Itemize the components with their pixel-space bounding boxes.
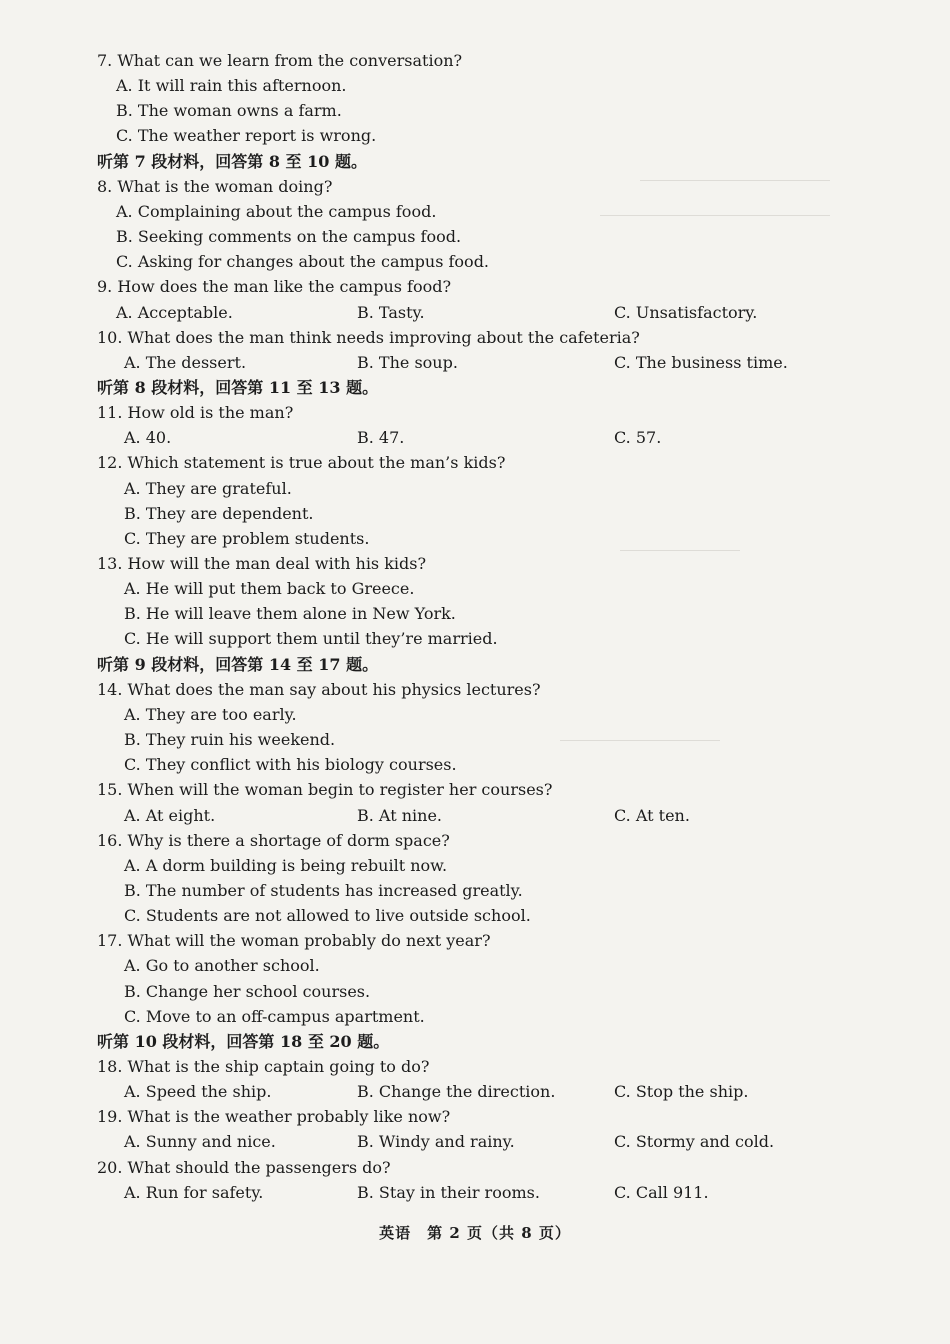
option-text: C. He will support them until they’re married. [124,629,498,648]
question-text: 20. What should the passengers do? [97,1158,391,1177]
option-a: A. At eight. [124,806,216,825]
question-text: 19. What is the weather probably like now? [97,1107,451,1126]
answer-option-row [0,803,950,828]
answer-option [0,1004,950,1029]
answer-option [0,224,950,249]
answer-option-row [0,350,950,375]
section-heading-text: 听第 9 段材料，回答第 14 至 17 题。 [97,655,379,674]
option-a: A. The dessert. [124,353,247,372]
question-text: 12. Which statement is true about the man’s kids? [97,453,506,472]
question-text: 18. What is the ship captain going to do? [97,1057,430,1076]
option-b: B. Tasty. [357,303,425,322]
answer-option [0,73,950,98]
option-text: A. They are grateful. [124,479,292,498]
option-text: A. It will rain this afternoon. [116,76,347,95]
answer-option [0,626,950,651]
option-a: A. Speed the ship. [124,1082,272,1101]
option-a: A. Sunny and nice. [124,1132,276,1151]
question-line [0,48,950,73]
answer-option [0,501,950,526]
option-text: B. They ruin his weekend. [124,730,336,749]
question-text: 16. Why is there a shortage of dorm space? [97,831,450,850]
section-heading [0,375,950,400]
answer-option [0,878,950,903]
option-text: A. Go to another school. [124,956,320,975]
question-line [0,828,950,853]
answer-option-row [0,1180,950,1205]
option-text: A. Complaining about the campus food. [116,202,437,221]
answer-option [0,601,950,626]
option-c: C. Stop the ship. [614,1082,749,1101]
option-b: B. Change the direction. [357,1082,556,1101]
option-text: C. Asking for changes about the campus food. [116,252,490,271]
option-text: A. He will put them back to Greece. [124,579,415,598]
question-text: 8. What is the woman doing? [97,177,333,196]
option-c: C. Unsatisfactory. [614,303,758,322]
option-c: C. The business time. [614,353,788,372]
option-text: B. He will leave them alone in New York. [124,604,456,623]
option-text: B. The number of students has increased greatly. [124,881,523,900]
option-b: B. Stay in their rooms. [357,1183,540,1202]
answer-option-row [0,425,950,450]
question-line [0,274,950,299]
option-text: C. They conflict with his biology courses. [124,755,457,774]
question-text: 14. What does the man say about his physics lectures? [97,680,541,699]
option-c: C. Stormy and cold. [614,1132,775,1151]
answer-option-row [0,1129,950,1154]
question-text: 10. What does the man think needs improving about the cafeteria? [97,328,640,347]
answer-option [0,249,950,274]
question-text: 7. What can we learn from the conversation? [97,51,463,70]
option-a: A. 40. [124,428,172,447]
answer-option [0,199,950,224]
question-line [0,551,950,576]
question-text: 13. How will the man deal with his kids? [97,554,427,573]
answer-option [0,979,950,1004]
answer-option [0,903,950,928]
option-text: C. The weather report is wrong. [116,126,377,145]
option-c: C. Call 911. [614,1183,709,1202]
section-heading-text: 听第 7 段材料，回答第 8 至 10 题。 [97,152,367,171]
option-a: A. Acceptable. [116,303,233,322]
option-text: B. Seeking comments on the campus food. [116,227,462,246]
answer-option-row [0,300,950,325]
answer-option [0,476,950,501]
question-line [0,777,950,802]
question-line [0,450,950,475]
option-a: A. Run for safety. [124,1183,264,1202]
answer-option [0,953,950,978]
answer-option [0,727,950,752]
option-c: C. 57. [614,428,662,447]
question-text: 9. How does the man like the campus food? [97,277,452,296]
option-b: B. 47. [357,428,405,447]
question-text: 11. How old is the man? [97,403,294,422]
question-line [0,1104,950,1129]
option-text: B. They are dependent. [124,504,314,523]
option-text: B. The woman owns a farm. [116,101,342,120]
option-c: C. At ten. [614,806,690,825]
option-text: A. They are too early. [124,705,297,724]
question-text: 15. When will the woman begin to register her courses? [97,780,553,799]
answer-option-row [0,1079,950,1104]
question-line [0,1054,950,1079]
option-b: B. The soup. [357,353,458,372]
section-heading [0,1029,950,1054]
answer-option [0,752,950,777]
option-b: B. Windy and rainy. [357,1132,515,1151]
answer-option [0,702,950,727]
option-text: B. Change her school courses. [124,982,371,1001]
option-text: C. Students are not allowed to live outside school. [124,906,531,925]
question-line [0,1155,950,1180]
answer-option [0,123,950,148]
answer-option [0,98,950,123]
section-heading [0,652,950,677]
answer-option [0,576,950,601]
answer-option [0,526,950,551]
question-text: 17. What will the woman probably do next year? [97,931,491,950]
option-text: C. Move to an off-campus apartment. [124,1007,425,1026]
option-text: A. A dorm building is being rebuilt now. [124,856,448,875]
question-line [0,400,950,425]
question-line [0,677,950,702]
option-b: B. At nine. [357,806,442,825]
option-text: C. They are problem students. [124,529,370,548]
question-line [0,928,950,953]
section-heading-text: 听第 10 段材料，回答第 18 至 20 题。 [97,1032,390,1051]
question-line [0,325,950,350]
answer-option [0,853,950,878]
section-heading [0,149,950,174]
question-line [0,174,950,199]
section-heading-text: 听第 8 段材料，回答第 11 至 13 题。 [97,378,379,397]
page-footer: 英语 第 2 页（共 8 页） [379,1224,571,1242]
